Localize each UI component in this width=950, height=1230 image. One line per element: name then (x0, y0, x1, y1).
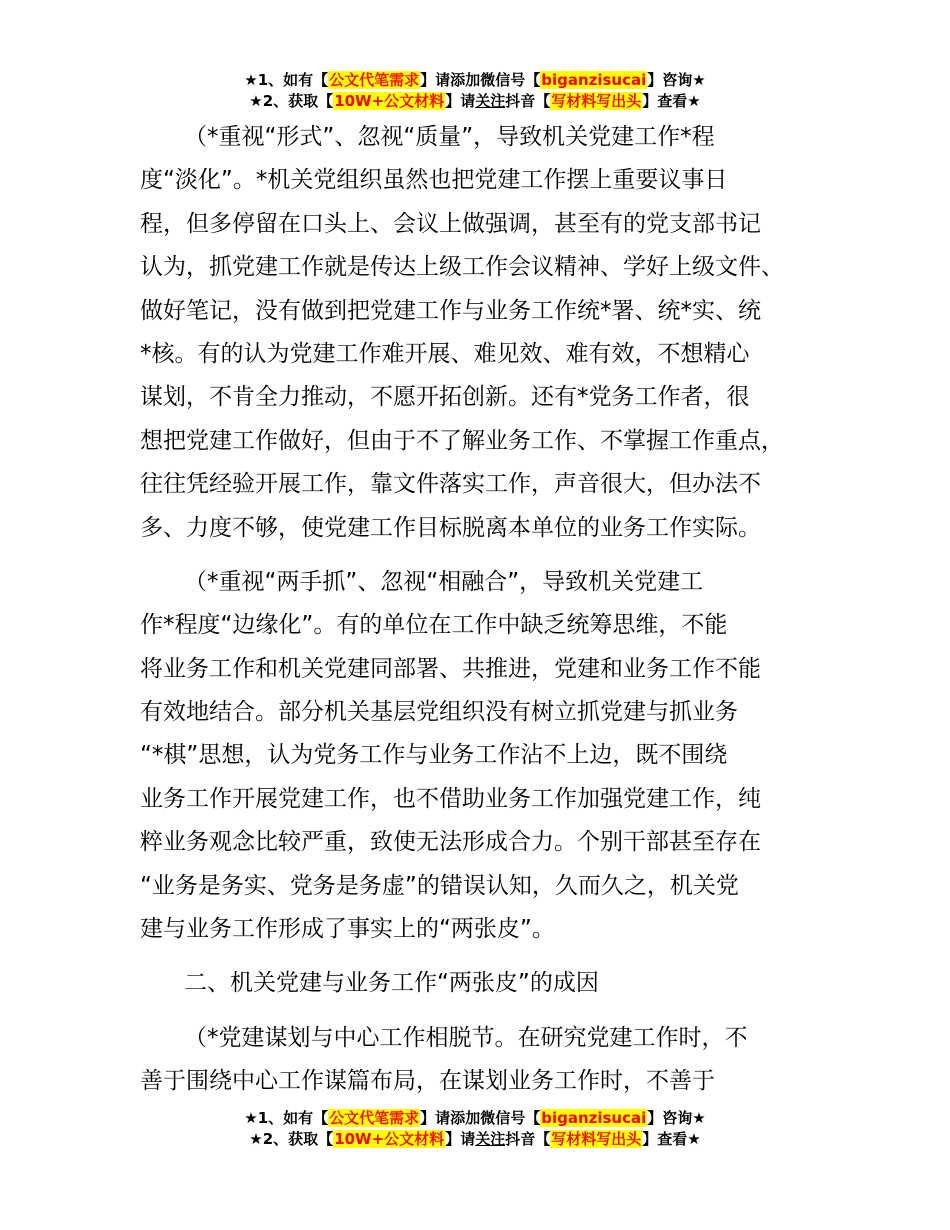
banner-line-2 (0, 1129, 950, 1150)
banner-line-1 (0, 70, 950, 91)
banner-text: 抖音【 (505, 92, 551, 110)
text-line: 程，但多停留在口头上、会议上做强调，甚至有的党支部书记 (140, 210, 761, 237)
header-banner (0, 70, 950, 112)
highlight-materials: 10W+公文材料 (334, 92, 445, 110)
banner-text: ★2、获取【 (249, 1130, 334, 1148)
highlight-service: 公文代笔需求 (329, 1109, 420, 1127)
banner-text: ★1、如有【 (244, 71, 329, 89)
section-heading (140, 962, 830, 1005)
text-line: 谋划，不肯全力推动，不愿开拓创新。还有*党务工作者，很 (140, 384, 750, 411)
text-line: “*棋”思想，认为党务工作与业务工作沾不上边，既不围绕 (140, 742, 728, 769)
banner-text: 抖音【 (505, 1130, 551, 1148)
text-line: 多、力度不够，使党建工作目标脱离本单位的业务工作实际。 (140, 514, 761, 541)
banner-text: 】请 (445, 1130, 476, 1148)
text-line: 做好笔记，没有做到把党建工作与业务工作统*署、统*实、统 (140, 297, 761, 324)
text-line: 认为，抓党建工作就是传达上级工作会议精神、学好上级文件、 (140, 254, 784, 281)
banner-text: 微信号【 (480, 1109, 541, 1127)
highlight-wechat-id: biganzisucai (541, 71, 647, 89)
banner-text: ★2、获取【 (249, 92, 334, 110)
highlight-wechat-id: biganzisucai (541, 1109, 647, 1127)
banner-line-2 (0, 91, 950, 112)
text-line: （*重视“形式”、忽视“质量”，导致机关党建工作*程 (184, 124, 715, 150)
text-line: “业务是务实、党务是务虚”的错误认知，久而久之，机关党 (140, 872, 739, 899)
text-line: （*重视“两手抓”、忽视“相融合”，导致机关党建工 (184, 568, 704, 595)
banner-line-1 (0, 1108, 950, 1129)
banner-text: 关注 (475, 92, 506, 110)
banner-text: 加 (465, 71, 481, 89)
text-line: 作*程度“边缘化”。有的单位在工作中缺乏统筹思维，不能 (140, 612, 728, 639)
text-line: 粹业务观念比较严重，致使无法形成合力。个别干部甚至存在 (140, 829, 761, 856)
highlight-service: 公文代笔需求 (329, 71, 420, 89)
text-line: 想把党建工作做好，但由于不了解业务工作、不掌握工作重点， (140, 427, 784, 454)
text-line: 建与业务工作形成了事实上的“两张皮”。 (140, 916, 555, 943)
banner-text: 】咨询★ (647, 1109, 706, 1127)
banner-text: 】查看★ (642, 92, 701, 110)
banner-text: 】查看★ (642, 1130, 701, 1148)
text-line: 将业务工作和机关党建同部署、共推进，党建和业务工作不能 (140, 655, 761, 682)
text-line: 有效地结合。部分机关基层党组织没有树立抓党建与抓业务 (140, 699, 738, 726)
banner-text: 】咨询★ (647, 71, 706, 89)
highlight-douyin: 写材料写出头 (551, 1130, 642, 1148)
text-line: 度“淡化”。*机关党组织虽然也把党建工作摆上重要议事日 (140, 167, 728, 194)
highlight-douyin: 写材料写出头 (551, 92, 642, 110)
banner-text: 】请 (445, 92, 476, 110)
banner-text: 微信号【 (480, 71, 541, 89)
paragraph (140, 561, 830, 952)
text-line: 善于围绕中心工作谋篇布局，在谋划业务工作时，不善于 (140, 1068, 715, 1095)
text-line: （*党建谋划与中心工作相脱节。在研究党建工作时，不 (184, 1024, 748, 1051)
paragraph (140, 116, 830, 550)
banner-text: 加 (465, 1109, 481, 1127)
heading-line: 二、机关党建与业务工作“两张皮”的成因 (184, 970, 599, 997)
highlight-materials: 10W+公文材料 (334, 1130, 445, 1148)
banner-text: 】请添 (420, 71, 466, 89)
document-body (140, 116, 830, 1104)
footer-banner (0, 1108, 950, 1150)
text-line: *核。有的认为党建工作难开展、难见效、难有效，不想精心 (140, 340, 750, 367)
text-line: 业务工作开展党建工作，也不借助业务工作加强党建工作，纯 (140, 785, 761, 812)
paragraph (140, 1017, 830, 1104)
banner-text: ★1、如有【 (244, 1109, 329, 1127)
text-line: 往往凭经验开展工作，靠文件落实工作，声音很大，但办法不 (140, 471, 761, 498)
banner-text: 关注 (475, 1130, 506, 1148)
banner-text: 】请添 (420, 1109, 466, 1127)
